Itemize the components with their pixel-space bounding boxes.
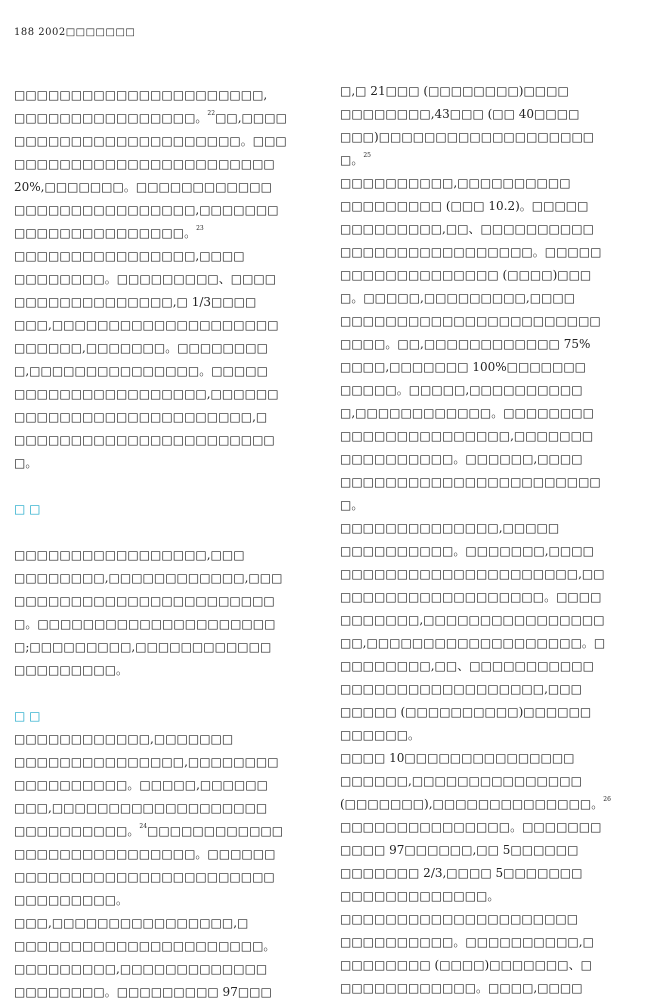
line-text: □□□□□□□□□,□□□□□□□□□□□□□ bbox=[14, 962, 268, 976]
text-line bbox=[340, 195, 642, 218]
line-text: □□□□□□□□,43□□□ (□□ 40□□□□ bbox=[340, 107, 580, 121]
footnote-marker: 24 bbox=[139, 823, 148, 830]
line-text: □□□□ 97□□□□□□,□□ 5□□□□□□ bbox=[340, 843, 579, 857]
text-line bbox=[340, 149, 642, 172]
line-text: □,□□□□□□□□□□□□□□□。□□□□□ bbox=[14, 364, 268, 378]
text-line bbox=[340, 218, 642, 241]
text-line bbox=[14, 636, 316, 659]
line-text: □□□□□□□□□□□□□□□□□□□□□□□ bbox=[340, 475, 601, 489]
text-line bbox=[340, 839, 642, 862]
line-text: □□□□□□□□□□□□□□□□□□□□□□□ bbox=[14, 157, 275, 171]
line-text: □□□□□。□□□□□,□□□□□□□□□□ bbox=[340, 383, 583, 397]
text-line bbox=[14, 291, 316, 314]
text-line bbox=[14, 337, 316, 360]
text-line bbox=[14, 176, 316, 199]
line-text: □□□□□□□□□□□□□□□□□。□□□□□ bbox=[340, 245, 602, 259]
text-line bbox=[14, 728, 316, 751]
text-line bbox=[340, 793, 642, 816]
footnote-marker: 23 bbox=[196, 225, 204, 232]
text-line bbox=[340, 80, 642, 103]
line-text: □□□□□□□□□□。□□□□□□□□□□,□ bbox=[340, 935, 594, 949]
text-line bbox=[14, 452, 316, 475]
line-text: □□□□□□□□□□,□□□□□□□□□□ bbox=[340, 176, 571, 190]
text-line bbox=[14, 406, 316, 429]
line-text: □□□□□□□□□□□□□□□□□□。□□□□ bbox=[340, 590, 602, 604]
text-line bbox=[14, 268, 316, 291]
paragraph-gap bbox=[14, 475, 316, 498]
line-text: □。□□□□□□□□□□□□□□□□□□□□□ bbox=[14, 617, 276, 631]
line-text: □□□□□□□□□□□□□□□□□□□□□,□□ bbox=[340, 567, 605, 581]
text-line bbox=[14, 567, 316, 590]
section-heading: □ □ bbox=[14, 709, 41, 723]
line-text: □□□□□□□□。□□□□□□□□□ 97□□□ bbox=[14, 985, 272, 999]
paragraph-gap bbox=[14, 521, 316, 544]
line-text: □□□□□□□□□ (□□□ 10.2)。□□□□□ bbox=[340, 199, 589, 213]
text-line bbox=[14, 751, 316, 774]
line-text: □,□□□□□□□□□□□□。□□□□□□□□ bbox=[340, 406, 594, 420]
line-text: □。 bbox=[14, 456, 38, 470]
text-line bbox=[340, 379, 642, 402]
line-text: □□□□□□□□□□。 bbox=[14, 824, 140, 838]
line-text: □□□□□□□□□□□□□□□□□□□□□□□ bbox=[14, 594, 275, 608]
line-text: □□□□□□□□□□□□□□□□□□□□。□□□ bbox=[14, 134, 287, 148]
line-text: □□□□□□□□□□□□□□□□□□□□□,□ bbox=[14, 410, 268, 424]
text-line bbox=[340, 333, 642, 356]
line-text: □□□□□□□□□□□□□□□□,□□□□□□□ bbox=[14, 203, 279, 217]
line-text: □□□□□□,□□□□□□□。□□□□□□□□ bbox=[14, 341, 268, 355]
text-line bbox=[340, 724, 642, 747]
line-text: □□,□□□□□□□□□□□□□□□□□□□。□ bbox=[340, 636, 606, 650]
line-text: □□□□□□□□□□□□□□□□□□□□□□, bbox=[14, 88, 268, 102]
text-line bbox=[340, 563, 642, 586]
line-text: □。□□□□□,□□□□□□□□□,□□□□ bbox=[340, 291, 576, 305]
line-text: □□□□□□□□□□。□□□□□□□,□□□□ bbox=[340, 544, 594, 558]
line-text: □□□□□□□□□□□□□□□□□□,□□□ bbox=[340, 682, 582, 696]
text-line bbox=[14, 107, 316, 130]
line-text: □;□□□□□□□□□,□□□□□□□□□□□□ bbox=[14, 640, 272, 654]
text-line bbox=[340, 632, 642, 655]
text-line bbox=[14, 866, 316, 889]
footnote-marker: 26 bbox=[603, 796, 611, 803]
text-line bbox=[340, 586, 642, 609]
line-text: (□□□□□□□),□□□□□□□□□□□□□□。 bbox=[340, 797, 604, 811]
footnote-marker: 25 bbox=[363, 152, 371, 159]
line-text: □□□□,□□□□□□□ 100%□□□□□□□ bbox=[340, 360, 587, 374]
text-line bbox=[340, 747, 642, 770]
text-line bbox=[14, 774, 316, 797]
line-text: □□□□□□□□□□□□□□□,□□□□□□□□ bbox=[14, 755, 279, 769]
text-line bbox=[340, 517, 642, 540]
line-text: □□□□□□□□□□□□□□□□□,□□□□□□ bbox=[14, 387, 279, 401]
line-text-continued: □□,□□□□ bbox=[215, 111, 287, 125]
line-text: □□□□□□□□□□□□□□□。□□□□□□□ bbox=[340, 820, 602, 834]
text-line bbox=[340, 264, 642, 287]
text-line bbox=[14, 544, 316, 567]
section-heading: □ □ bbox=[14, 502, 41, 516]
text-line bbox=[14, 383, 316, 406]
text-line bbox=[14, 820, 316, 843]
line-text: □□□□□□□□□□□□□□□□。□□□□□□ bbox=[14, 847, 276, 861]
text-line bbox=[340, 655, 642, 678]
line-text: □□□□□□□□,□□□□□□□□□□□□,□□□ bbox=[14, 571, 283, 585]
text-line bbox=[340, 678, 642, 701]
line-text: □□□□□□□□□□□□□□□。 bbox=[14, 226, 197, 240]
text-line bbox=[14, 659, 316, 682]
line-text: □□□□□□□□□。 bbox=[14, 663, 129, 677]
line-text: □□□□ 10□□□□□□□□□□□□□□□ bbox=[340, 751, 575, 765]
line-text: □□□□□□□□□,□□、□□□□□□□□□□ bbox=[340, 222, 594, 236]
footnote-marker: 22 bbox=[207, 110, 216, 117]
line-text: □□□□□□□□□□□□□□□□□□□□□□□ bbox=[340, 314, 601, 328]
line-text: □□□□□□□□□□□□□□□□□,□□□ bbox=[14, 548, 245, 562]
text-line bbox=[340, 977, 642, 1000]
text-line bbox=[340, 816, 642, 839]
line-text: 20%,□□□□□□□。□□□□□□□□□□□□ bbox=[14, 180, 272, 194]
line-text: □□□□□□□□□□□□□□□□□□□□□□□ bbox=[14, 870, 275, 884]
line-text: □□□□。□□,□□□□□□□□□□□□ 75% bbox=[340, 337, 591, 351]
left-column bbox=[14, 84, 316, 1004]
line-text: □□□□□□。 bbox=[340, 728, 421, 742]
line-text: □□□,□□□□□□□□□□□□□□□□□□□ bbox=[14, 801, 268, 815]
text-line bbox=[14, 153, 316, 176]
text-line bbox=[340, 172, 642, 195]
line-text: □□□□□□□□□□□□□□□□。 bbox=[14, 111, 208, 125]
line-text: □□□□□□□□□。 bbox=[14, 893, 129, 907]
text-line bbox=[14, 981, 316, 1004]
line-text: □□□□□□□□□□□□□□,□□□□□ bbox=[340, 521, 560, 535]
text-line bbox=[340, 425, 642, 448]
line-text: □□□□□ (□□□□□□□□□□)□□□□□□ bbox=[340, 705, 592, 719]
text-line bbox=[14, 958, 316, 981]
text-line bbox=[14, 360, 316, 383]
line-text: □□□□□□□□□□。□□□□□,□□□□□□ bbox=[14, 778, 268, 792]
line-text: □□□□□□□□□□□□□□,□ 1/3□□□□ bbox=[14, 295, 257, 309]
line-text: □□□,□□□□□□□□□□□□□□□□,□ bbox=[14, 916, 249, 930]
text-line bbox=[14, 613, 316, 636]
text-line bbox=[340, 310, 642, 333]
line-text: □□□□□□□□ (□□□□)□□□□□□□、□ bbox=[340, 958, 592, 972]
text-line bbox=[340, 862, 642, 885]
text-line bbox=[14, 314, 316, 337]
text-line bbox=[340, 494, 642, 517]
text-line bbox=[14, 912, 316, 935]
text-line bbox=[14, 797, 316, 820]
line-text: □,□ 21□□□ (□□□□□□□□)□□□□ bbox=[340, 84, 569, 98]
line-text: □。 bbox=[340, 498, 364, 512]
text-line bbox=[14, 889, 316, 912]
text-line bbox=[340, 701, 642, 724]
text-line bbox=[340, 103, 642, 126]
text-line bbox=[340, 908, 642, 931]
text-line bbox=[340, 287, 642, 310]
line-text: □□□□□□□□□□□□□□ (□□□□)□□□ bbox=[340, 268, 592, 282]
running-header: 188 2002□□□□□□□ bbox=[14, 27, 136, 38]
line-text: □□□□□□,□□□□□□□□□□□□□□□ bbox=[340, 774, 582, 788]
text-line bbox=[14, 843, 316, 866]
text-line bbox=[340, 126, 642, 149]
text-line bbox=[340, 356, 642, 379]
text-line bbox=[14, 84, 316, 107]
text-line bbox=[340, 931, 642, 954]
text-line bbox=[340, 770, 642, 793]
text-line bbox=[14, 199, 316, 222]
text-line bbox=[14, 590, 316, 613]
line-text: □□□□□□□□□□□□□□□□□□□□□□□ bbox=[14, 433, 275, 447]
line-text: □□□□□□□□□□□□□□□□□□□□□ bbox=[340, 912, 579, 926]
text-line bbox=[340, 448, 642, 471]
line-text: □。 bbox=[340, 153, 364, 167]
text-line bbox=[14, 130, 316, 153]
text-line bbox=[340, 885, 642, 908]
text-line bbox=[340, 402, 642, 425]
line-text: □□□)□□□□□□□□□□□□□□□□□□□ bbox=[340, 130, 595, 144]
line-text: □□□□□□□□□□□□。□□□□,□□□□ bbox=[340, 981, 583, 995]
text-line bbox=[340, 471, 642, 494]
line-text: □□□□□□□,□□□□□□□□□□□□□□□□ bbox=[340, 613, 605, 627]
right-column bbox=[340, 80, 642, 1000]
text-line bbox=[14, 245, 316, 268]
text-line bbox=[340, 609, 642, 632]
line-text: □□□□□□□ 2/3,□□□□ 5□□□□□□□ bbox=[340, 866, 583, 880]
line-text: □□□□□□□□□□□□□□□□□□□□□□。 bbox=[14, 939, 276, 953]
text-line bbox=[14, 935, 316, 958]
line-text: □□□□□□□□□□□□,□□□□□□□ bbox=[14, 732, 234, 746]
line-text: □□□□□□□□,□□、□□□□□□□□□□□ bbox=[340, 659, 594, 673]
text-line bbox=[340, 540, 642, 563]
text-line bbox=[14, 222, 316, 245]
line-text: □□□□□□□□□□□□□。 bbox=[340, 889, 500, 903]
text-line bbox=[14, 429, 316, 452]
line-text: □□□□□□□□。□□□□□□□□□、□□□□ bbox=[14, 272, 277, 286]
line-text-continued: □□□□□□□□□□□□ bbox=[147, 824, 284, 838]
line-text: □□□□□□□□□□□□□□□,□□□□□□□ bbox=[340, 429, 594, 443]
line-text: □□□□□□□□□□。□□□□□□,□□□□ bbox=[340, 452, 583, 466]
text-line bbox=[340, 241, 642, 264]
text-line bbox=[340, 954, 642, 977]
line-text: □□□□□□□□□□□□□□□□,□□□□ bbox=[14, 249, 245, 263]
line-text: □□□,□□□□□□□□□□□□□□□□□□□□ bbox=[14, 318, 279, 332]
paragraph-gap bbox=[14, 682, 316, 705]
